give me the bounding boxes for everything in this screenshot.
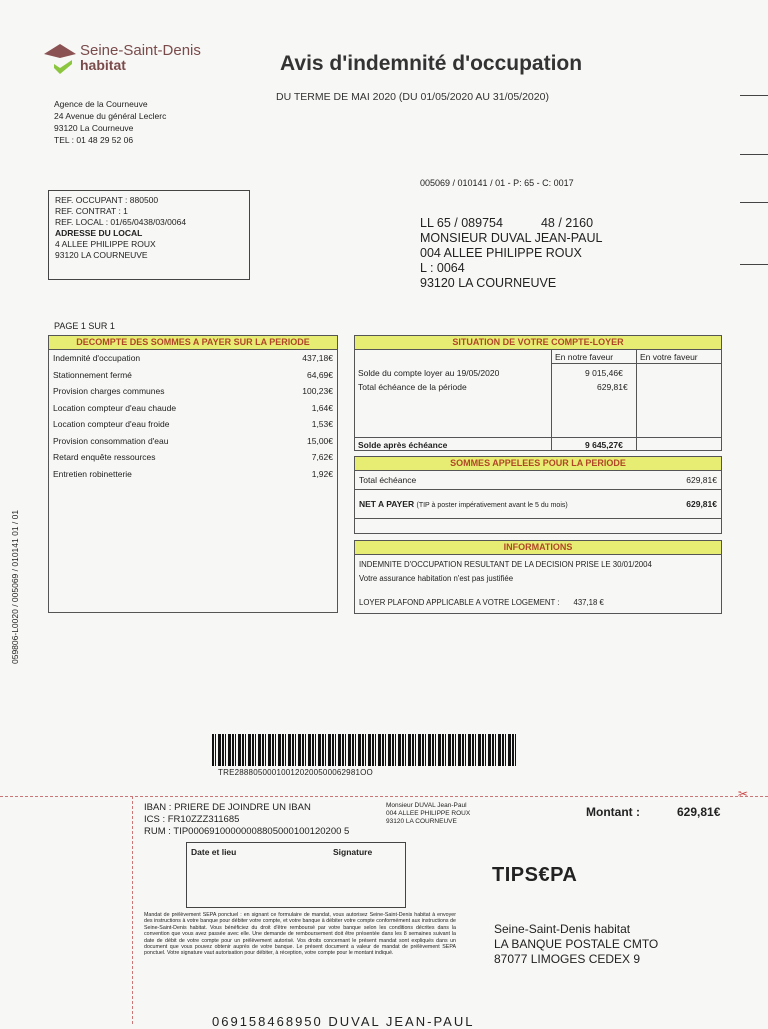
net-value: 629,81€	[686, 499, 717, 509]
side-reference: 059806-L0020 / 005069 / 010141 01 / 01	[10, 509, 20, 664]
appelees-table	[354, 456, 722, 534]
page-title: Avis d'indemnité d'occupation	[280, 52, 583, 75]
date-label: Date et lieu	[191, 847, 237, 857]
grid-line	[355, 437, 721, 438]
decompte-row-value: 1,92€	[311, 468, 333, 479]
address-line2: 93120 LA COURNEUVE	[55, 250, 148, 260]
recipient-ref2: 48 / 2160	[540, 216, 594, 230]
montant-value: 629,81€	[677, 805, 721, 819]
margin-tick	[740, 95, 768, 96]
ics-line: ICS : FR10ZZZ311685	[144, 814, 240, 825]
agency-street: 24 Avenue du général Leclerc	[54, 111, 167, 121]
col-notre-faveur: En notre faveur	[555, 352, 614, 362]
decompte-row-value: 64,69€	[307, 369, 333, 380]
decompte-row-label: Location compteur d'eau chaude	[53, 402, 177, 413]
solde-apres-label: Solde après échéance	[358, 440, 448, 450]
payer-city: 93120 LA COURNEUVE	[386, 818, 457, 825]
info-line2: Votre assurance habitation n'est pas justifiée	[359, 574, 514, 583]
decompte-row-label: Location compteur d'eau froide	[53, 419, 170, 429]
informations-box	[354, 540, 722, 614]
grid-line	[636, 350, 637, 450]
info-line1: INDEMNITE D'OCCUPATION RESULTANT DE LA DECISION PRISE LE 30/01/2004	[359, 560, 652, 569]
decompte-row	[49, 383, 337, 400]
decompte-row-value: 100,23€	[302, 386, 333, 396]
cut-line-vertical	[132, 796, 133, 1024]
net-label: NET A PAYER	[359, 499, 415, 509]
info-line3-value: 437,18 €	[573, 598, 604, 607]
bank-line2: LA BANQUE POSTALE CMTO	[494, 937, 659, 951]
decompte-row-value: 7,62€	[311, 452, 333, 462]
recipient-ref: LL 65 / 089754	[420, 216, 503, 230]
informations-header: INFORMATIONS	[355, 541, 721, 555]
grid-line	[551, 350, 552, 450]
decompte-row	[49, 466, 337, 483]
margin-tick	[740, 264, 768, 265]
iban-line: IBAN : PRIERE DE JOINDRE UN IBAN	[144, 802, 311, 813]
info-line3: LOYER PLAFOND APPLICABLE A VOTRE LOGEMENT :	[359, 598, 560, 607]
logo-line1: Seine-Saint-Denis	[80, 42, 201, 59]
agency-name: Agence de la Courneuve	[54, 99, 148, 109]
echeance-label: Total échéance de la période	[358, 382, 467, 392]
decompte-row	[49, 433, 337, 450]
net-note: (TIP à poster impérativement avant le 5 du mois)	[416, 502, 568, 509]
logo-line2: habitat	[80, 57, 126, 73]
agency-address	[54, 98, 166, 146]
cut-line	[0, 796, 768, 797]
col-votre-faveur: En votre faveur	[640, 352, 698, 362]
total-echeance-value: 629,81€	[686, 475, 717, 485]
margin-tick	[740, 202, 768, 203]
logo-icon	[42, 42, 78, 78]
recipient-name: MONSIEUR DUVAL JEAN-PAUL	[420, 231, 603, 245]
decompte-row	[49, 400, 337, 417]
decompte-row	[49, 350, 337, 367]
reference-code: 005069 / 010141 / 01 - P: 65 - C: 0017	[420, 178, 574, 188]
scissors-icon: ✂	[738, 787, 749, 801]
decompte-row-value: 1,53€	[311, 419, 333, 429]
montant-label: Montant :	[586, 805, 640, 819]
decompte-table	[48, 335, 338, 613]
decompte-row-label: Provision charges communes	[53, 386, 165, 396]
decompte-row-label: Retard enquête ressources	[53, 452, 156, 462]
recipient-city: 93120 LA COURNEUVE	[420, 276, 557, 290]
legal-text: Mandat de prélèvement SEPA ponctuel : en signant ce formulaire de mandat, vous autorisez Seine-Saint-Denis habitat à envoyer des instructions à votre banque pour débiter votre compte, et votre banque à débiter votre compte conformément aux instructions de Seine-Saint-Denis habitat. Vous bénéficiez du droit d'être remboursé par votre banque selon les conditions décrites dans la convention que vous avez passée avec elle. Une demande de remboursement doit être présentée dans les 8 semaines suivant la date de débit de votre compte pour un prélèvement autorisé. Vos droits concernant le présent mandat sont expliqués dans un document que vous pouvez obtenir auprès de votre banque. Le présent document a valeur de mandat de prélèvement SEPA ponctuel. Votre signature vaut autorisation pour débiter, à réception, votre compte pour le montant indiqué.	[144, 912, 456, 957]
bank-line1: Seine-Saint-Denis habitat	[494, 922, 631, 936]
tipsepa-logo: TIPS€PA	[492, 864, 578, 886]
decompte-row-value: 437,18€	[302, 353, 333, 363]
solde-label: Solde du compte loyer au 19/05/2020	[358, 368, 500, 378]
address-label: ADRESSE DU LOCAL	[55, 228, 143, 238]
decompte-row	[49, 367, 337, 384]
agency-city: 93120 La Courneuve	[54, 123, 134, 133]
reference-box	[48, 190, 250, 280]
decompte-row-label: Stationnement fermé	[53, 369, 132, 380]
recipient-lot: L : 0064	[420, 261, 465, 275]
signature-label: Signature	[333, 847, 373, 857]
margin-tick	[740, 154, 768, 155]
ref-local: REF. LOCAL : 01/65/0438/03/0064	[55, 217, 187, 227]
decompte-row-value: 15,00€	[307, 435, 333, 446]
rum-line: RUM : TIP00069100000008805000100120200 5	[144, 826, 350, 837]
agency-tel: TEL : 01 48 29 52 06	[54, 135, 134, 145]
solde-value: 9 015,46€	[585, 368, 623, 378]
period-subtitle: DU TERME DE MAI 2020 (DU 01/05/2020 AU 31/05/2020)	[276, 91, 549, 103]
payer-name: Monsieur DUVAL Jean-Paul	[386, 802, 467, 809]
bottom-reference: 069158468950 DUVAL JEAN-PAUL	[212, 1014, 475, 1029]
situation-table	[354, 335, 722, 451]
payer-street: 004 ALLEE PHILIPPE ROUX	[386, 810, 471, 817]
page-number: PAGE 1 SUR 1	[54, 321, 115, 331]
total-echeance-label: Total échéance	[359, 475, 417, 485]
echeance-value: 629,81€	[597, 382, 628, 392]
bank-address	[494, 922, 658, 967]
signature-box[interactable]	[186, 842, 406, 908]
decompte-row-value: 1,64€	[311, 402, 333, 413]
address-line1: 4 ALLEE PHILIPPE ROUX	[55, 239, 156, 249]
decompte-rows	[49, 350, 337, 482]
decompte-header: DECOMPTE DES SOMMES A PAYER SUR LA PERIODE	[49, 336, 337, 350]
bank-line3: 87077 LIMOGES CEDEX 9	[494, 952, 641, 966]
decompte-row	[49, 449, 337, 466]
decompte-row-label: Entretien robinetterie	[53, 468, 132, 479]
ref-occupant: REF. OCCUPANT : 880500	[55, 195, 159, 205]
decompte-row-label: Provision consommation d'eau	[53, 435, 169, 446]
recipient-address	[420, 216, 602, 291]
decompte-row	[49, 416, 337, 433]
recipient-street: 004 ALLEE PHILIPPE ROUX	[420, 246, 582, 260]
appelees-header: SOMMES APPELEES POUR LA PERIODE	[355, 457, 721, 471]
solde-apres-value: 9 645,27€	[585, 440, 623, 450]
barcode-text: TRE288805000100120200500062981OO	[218, 768, 373, 777]
ref-contrat: REF. CONTRAT : 1	[55, 206, 128, 216]
grid-line	[551, 363, 721, 364]
situation-header: SITUATION DE VOTRE COMPTE-LOYER	[355, 336, 721, 350]
barcode	[212, 734, 518, 766]
iban-block	[144, 802, 349, 838]
payer-block	[386, 802, 470, 826]
decompte-row-label: Indemnité d'occupation	[53, 353, 141, 363]
